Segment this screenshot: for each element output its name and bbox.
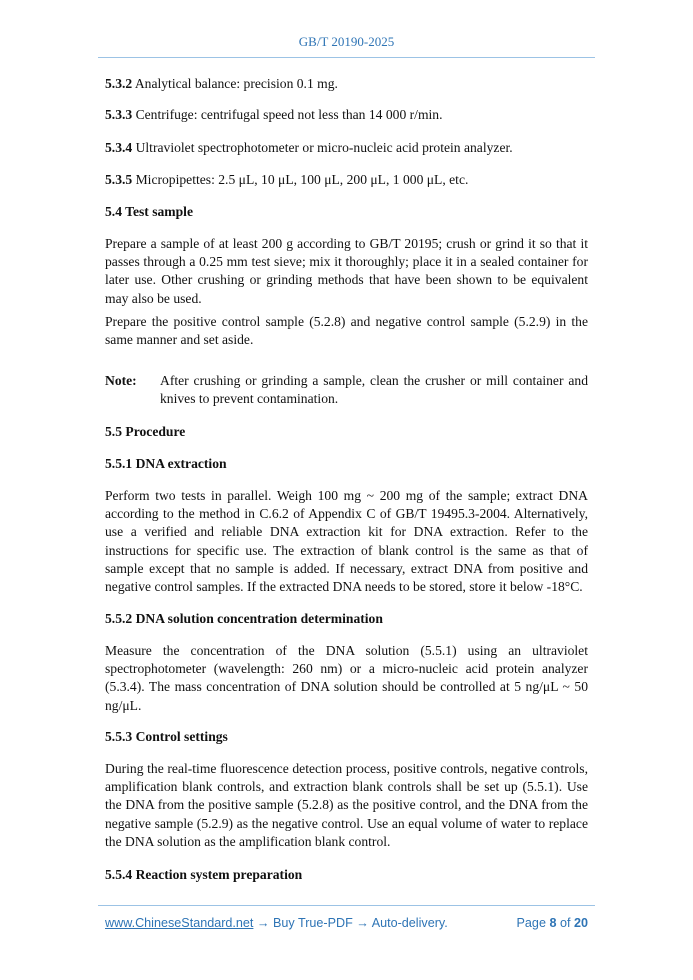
clause-number: 5.3.5 — [105, 172, 133, 187]
paragraph: During the real-time fluorescence detection process, positive controls, negative controls, amplification blank controls, and extraction blank controls shall be set up (5.5.1). Use the DNA from the positive sample (5.2.8) as the positive control, and the DNA from the negative sample (5.2.9) as the negative control. Use an equal volume of water to replace the DNA solution as the amplification blank control. — [105, 761, 588, 849]
page-number — [517, 916, 588, 930]
clause-text: Ultraviolet spectrophotometer or micro-nucleic acid protein analyzer. — [132, 140, 513, 155]
clause-5-3-3 — [105, 106, 588, 124]
footer-divider — [98, 905, 595, 906]
footer-promo-text: → Buy True-PDF → Auto-delivery. — [253, 916, 448, 930]
note — [105, 372, 588, 408]
clause-5-3-5 — [105, 171, 588, 189]
paragraph: Measure the concentration of the DNA solution (5.5.1) using an ultraviolet spectrophotometer (wavelength: 260 nm) or a micro-nucleic acid protein analyzer (5.3.4). The mass concentration of DNA solution should be controlled at 5 ng/μL ~ 50 ng/μL. — [105, 643, 588, 713]
heading-5-5-1: 5.5.1 DNA extraction — [105, 456, 227, 471]
website-link[interactable]: www.ChineseStandard.net — [105, 916, 254, 930]
total-pages: 20 — [573, 916, 588, 930]
clause-text: Centrifuge: centrifugal speed not less than 14 000 r/min. — [132, 107, 443, 122]
footer-promo — [105, 916, 448, 930]
note-text: After crushing or grinding a sample, clean the crusher or mill container and knives to prevent contamination. — [160, 373, 588, 407]
paragraph: Prepare the positive control sample (5.2.8) and negative control sample (5.2.9) in the same manner and set aside. — [105, 314, 588, 348]
page-header-title: GB/T 20190-2025 — [298, 34, 395, 49]
current-page: 8 — [549, 916, 557, 930]
clause-text: Micropipettes: 2.5 μL, 10 μL, 100 μL, 200 μL, 1 000 μL, etc. — [132, 172, 469, 187]
of-word: of — [559, 916, 571, 930]
clause-text: Analytical balance: precision 0.1 mg. — [132, 76, 338, 91]
clause-number: 5.3.3 — [105, 107, 133, 122]
heading-5-5-2: 5.5.2 DNA solution concentration determination — [105, 611, 383, 626]
heading-5-4: 5.4 Test sample — [105, 204, 193, 219]
heading-5-5-4: 5.5.4 Reaction system preparation — [105, 867, 303, 882]
paragraph: Prepare a sample of at least 200 g according to GB/T 20195; crush or grind it so that it passes through a 0.25 mm test sieve; mix it thoroughly; place it in a sealed container for later use. Other crushing or grinding methods that have been shown to be equivalent may also be used. — [105, 236, 588, 306]
clause-number: 5.3.2 — [105, 76, 133, 91]
clause-number: 5.3.4 — [105, 140, 133, 155]
clause-5-3-2 — [105, 75, 588, 93]
page-footer — [105, 916, 588, 930]
paragraph: Perform two tests in parallel. Weigh 100 mg ~ 200 mg of the sample; extract DNA according to the method in C.6.2 of Appendix C of GB/T 19495.3-2004. Alternatively, use a verified and reliable DNA extraction kit for DNA extraction. Refer to the instructions for specific use. The extraction of blank control is the same as that of sample except that no sample is added. If necessary, extract DNA from positive and negative control samples. If the extracted DNA needs to be stored, store it below -18°C. — [105, 488, 588, 595]
heading-5-5-3: 5.5.3 Control settings — [105, 729, 228, 744]
clause-5-3-4 — [105, 139, 588, 157]
page-word: Page — [516, 916, 546, 930]
heading-5-5: 5.5 Procedure — [105, 424, 186, 439]
note-label: Note: — [105, 373, 137, 388]
header-divider — [98, 57, 595, 58]
